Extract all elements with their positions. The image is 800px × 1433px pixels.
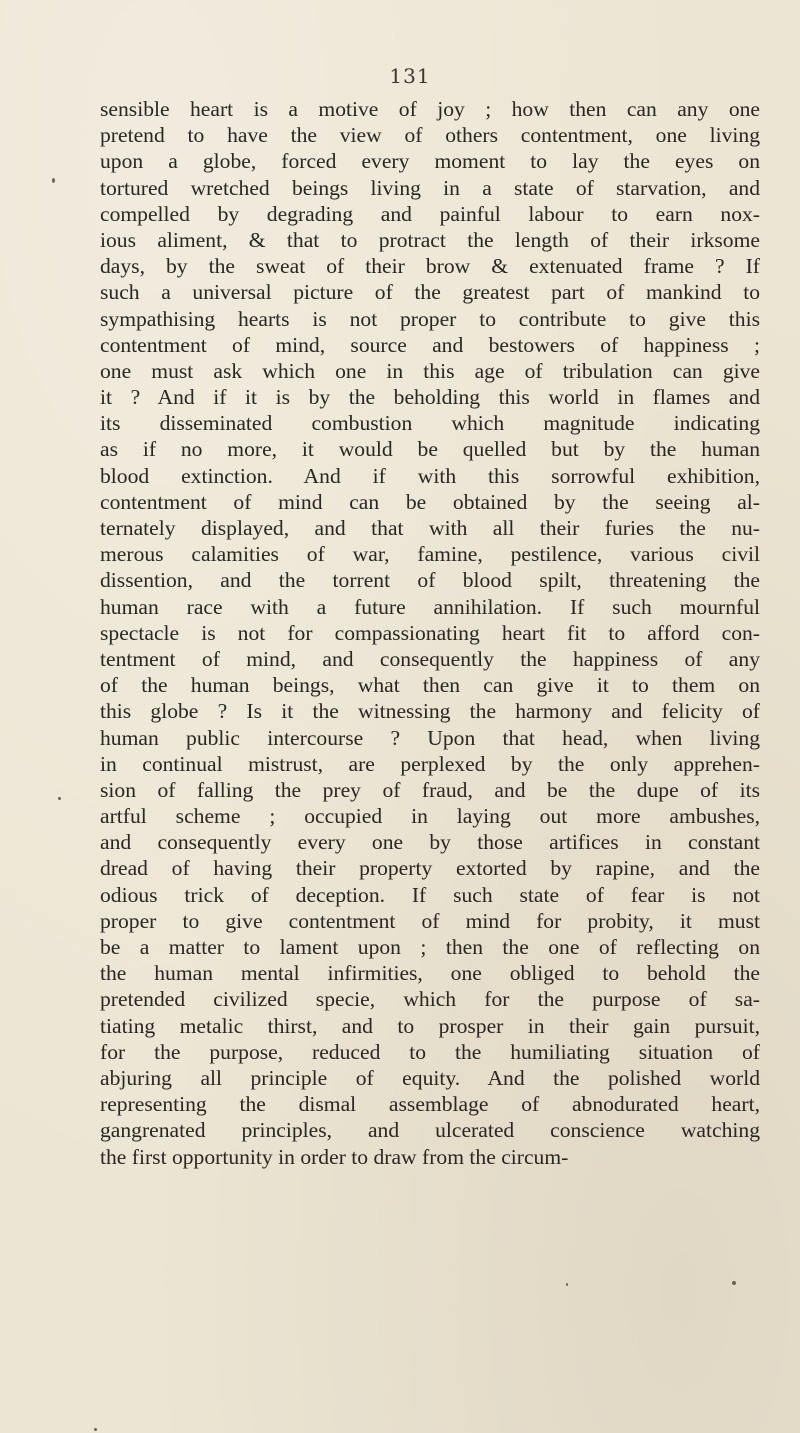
text-line: artful scheme ; occupied in laying out more ambushes, <box>100 804 760 829</box>
page-number: 131 <box>389 64 431 88</box>
text-line: days, by the sweat of their brow & extenuated frame ? If <box>100 254 760 279</box>
text-line: blood extinction. And if with this sorrowful exhibition, <box>100 463 760 488</box>
text-line: the first opportunity in order to draw from the circum- <box>100 1144 569 1169</box>
text-line: pretend to have the view of others contentment, one living <box>100 123 760 148</box>
text-line: tentment of mind, and consequently the happiness of any <box>100 646 760 671</box>
text-line: and consequently every one by those artifices in constant <box>100 830 760 855</box>
text-line: odious trick of deception. If such state of fear is not <box>100 882 760 907</box>
text-line: one must ask which one in this age of tribulation can give <box>100 358 760 383</box>
text-line: as if no more, it would be quelled but by the human <box>100 437 760 462</box>
text-line: contentment of mind, source and bestowers of happiness ; <box>100 332 760 357</box>
text-line: dread of having their property extorted by rapine, and the <box>100 856 760 881</box>
text-line: tiating metalic thirst, and to prosper in their gain pursuit, <box>100 1013 760 1038</box>
text-line: pretended civilized specie, which for the purpose of sa- <box>100 987 760 1012</box>
text-line: ious aliment, & that to protract the length of their irksome <box>100 227 760 252</box>
text-line: upon a globe, forced every moment to lay the eyes on <box>100 149 760 174</box>
body-text <box>100 96 760 1170</box>
text-line: compelled by degrading and painful labour to earn nox- <box>100 201 760 226</box>
text-line: human race with a future annihilation. If such mournful <box>100 594 760 619</box>
ink-speck <box>94 1428 97 1431</box>
text-line: gangrenated principles, and ulcerated conscience watching <box>100 1118 760 1143</box>
text-line: ternately displayed, and that with all their furies the nu- <box>100 516 760 540</box>
text-line: sensible heart is a motive of joy ; how then can any one <box>100 97 760 121</box>
text-line: in continual mistrust, are perplexed by the only apprehen- <box>100 751 760 776</box>
text-line: spectacle is not for compassionating heart fit to afford con- <box>100 620 760 645</box>
ink-speck <box>732 1281 736 1285</box>
text-line: human public intercourse ? Upon that head, when living <box>100 725 760 750</box>
text-line: representing the dismal assemblage of abnodurated heart, <box>100 1092 760 1117</box>
text-line: it ? And if it is by the beholding this world in flames and <box>100 385 760 410</box>
text-line: tortured wretched beings living in a state of starvation, and <box>100 175 760 200</box>
text-line: for the purpose, reduced to the humiliating situation of <box>100 1039 760 1064</box>
text-line: such a universal picture of the greatest part of mankind to <box>100 280 760 305</box>
text-line: this globe ? Is it the witnessing the harmony and felicity of <box>100 699 760 724</box>
text-line: be a matter to lament upon ; then the one of reflecting on <box>100 935 760 959</box>
text-line: of the human beings, what then can give it to them on <box>100 673 760 698</box>
ink-speck <box>52 178 55 183</box>
text-line: dissention, and the torrent of blood spilt, threatening the <box>100 568 760 593</box>
text-line: sympathising hearts is not proper to contribute to give this <box>100 306 760 331</box>
text-line: sion of falling the prey of fraud, and be the dupe of its <box>100 777 760 802</box>
text-line: merous calamities of war, famine, pestilence, various civil <box>100 542 760 567</box>
text-line: proper to give contentment of mind for probity, it must <box>100 908 760 933</box>
text-line: its disseminated combustion which magnitude indicating <box>100 411 760 436</box>
text-line: the human mental infirmities, one obliged to behold the <box>100 961 760 986</box>
ink-speck <box>58 797 61 800</box>
ink-speck <box>566 1283 568 1286</box>
text-line: contentment of mind can be obtained by the seeing al- <box>100 489 760 514</box>
text-line: abjuring all principle of equity. And the polished world <box>100 1065 760 1090</box>
